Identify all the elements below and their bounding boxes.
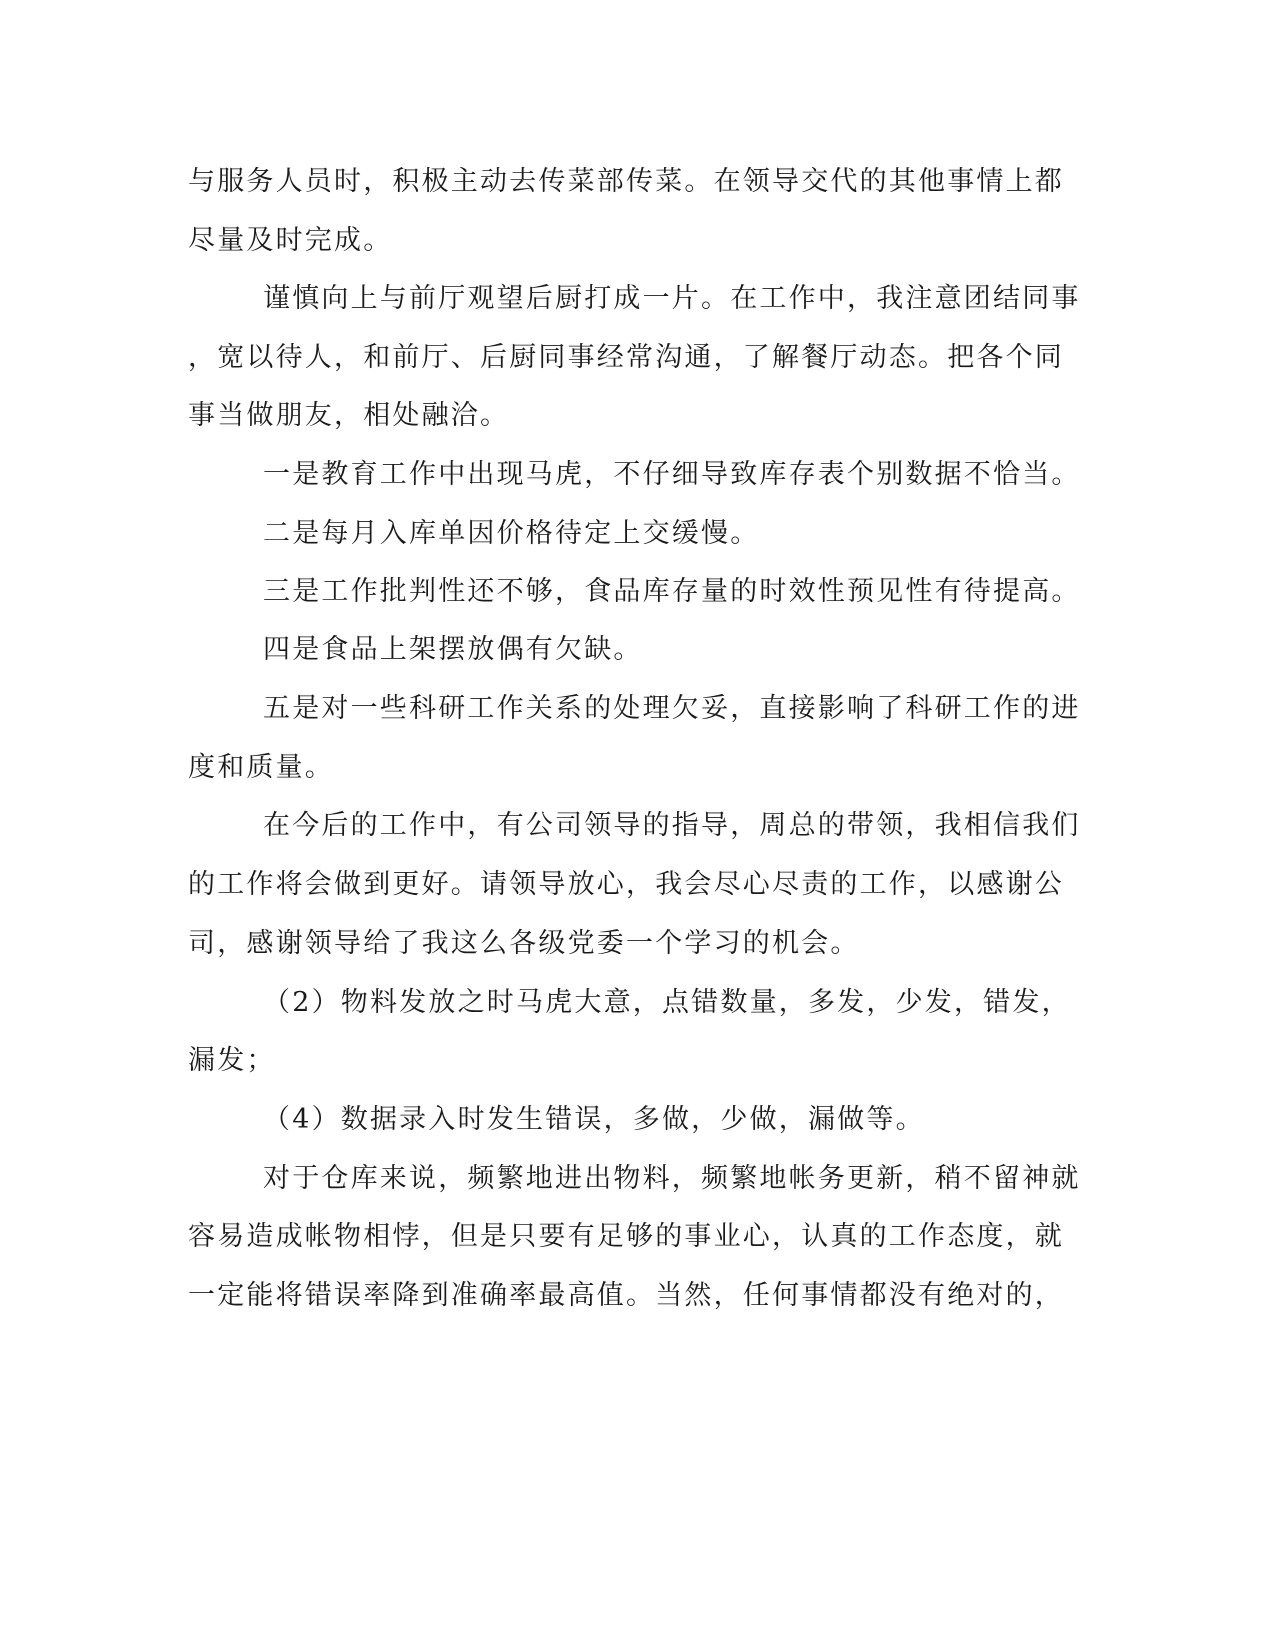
text-line-17: （4）数据录入时发生错误，多做，少做，漏做等。 (263, 1104, 925, 1135)
text-line-5: 事当做朋友，相处融洽。 (188, 400, 510, 431)
text-line-12: 在今后的工作中，有公司领导的指导，周总的带领，我相信我们 (263, 810, 1081, 841)
text-line-9: 四是食品上架摆放偶有欠缺。 (263, 634, 643, 665)
text-line-14: 司，感谢领导给了我这么各级党委一个学习的机会。 (188, 928, 860, 959)
text-line-8: 三是工作批判性还不够，食品库存量的时效性预见性有待提高。 (263, 576, 1081, 607)
text-line-7: 二是每月入库单因价格待定上交缓慢。 (263, 518, 760, 549)
text-line-13: 的工作将会做到更好。请领导放心，我会尽心尽责的工作，以感谢公 (188, 869, 1064, 900)
text-line-6: 一是教育工作中出现马虎，不仔细导致库存表个别数据不恰当。 (263, 459, 1081, 490)
text-line-11: 度和质量。 (188, 752, 334, 783)
text-line-19: 容易造成帐物相悖，但是只要有足够的事业心，认真的工作态度，就 (188, 1221, 1064, 1252)
text-line-15: （2）物料发放之时马虎大意，点错数量，多发，少发，错发， (263, 987, 1071, 1018)
text-line-2: 尽量及时完成。 (188, 225, 393, 256)
text-line-4: ，宽以待人，和前厅、后厨同事经常沟通，了解餐厅动态。把各个同 (188, 342, 1064, 373)
text-line-18: 对于仓库来说，频繁地进出物料，频繁地帐务更新，稍不留神就 (263, 1163, 1081, 1194)
text-line-1: 与服务人员时，积极主动去传菜部传菜。在领导交代的其他事情上都 (188, 166, 1064, 197)
text-line-20: 一定能将错误率降到准确率最高值。当然，任何事情都没有绝对的， (188, 1280, 1064, 1311)
text-line-10: 五是对一些科研工作关系的处理欠妥，直接影响了科研工作的进 (263, 693, 1081, 724)
text-line-16: 漏发； (188, 1045, 276, 1076)
text-line-3: 谨慎向上与前厅观望后厨打成一片。在工作中，我注意团结同事 (263, 283, 1081, 314)
